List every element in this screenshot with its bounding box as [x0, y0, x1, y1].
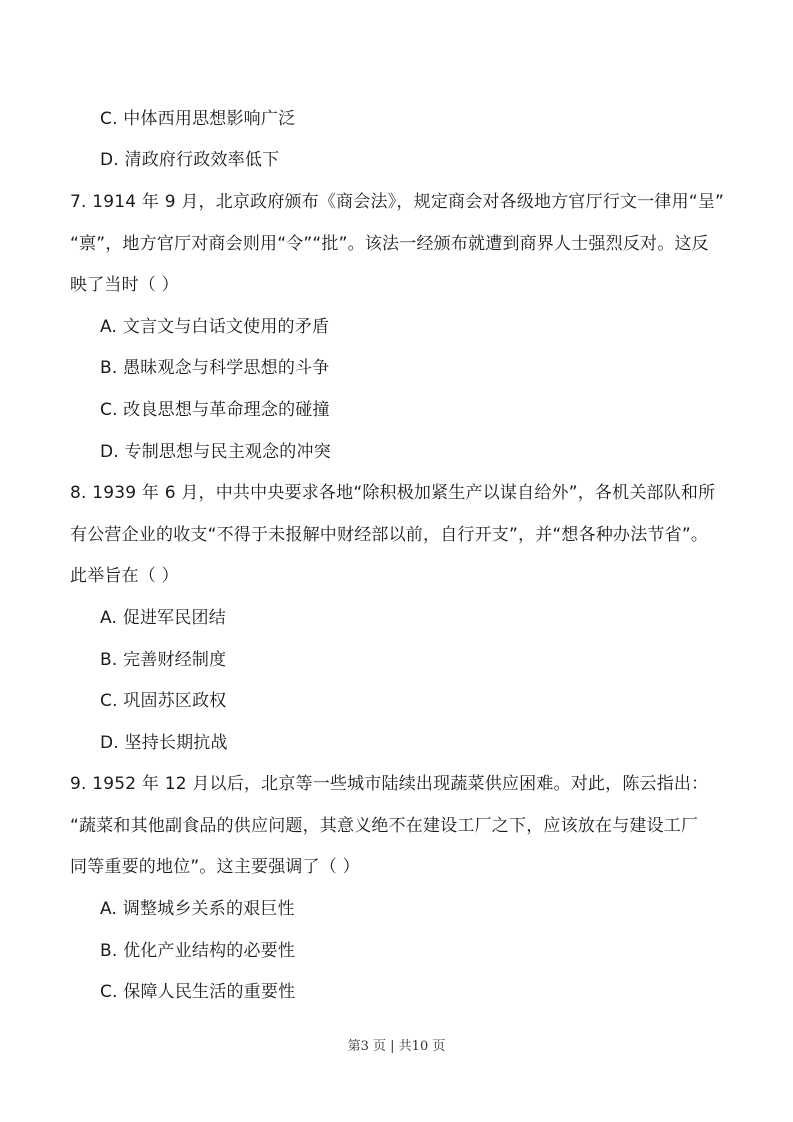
- q7-stem-line-3: 映了当时（ ）: [70, 275, 179, 295]
- q8-option-c: C. 巩固苏区政权: [100, 691, 227, 711]
- q8-option-b: B. 完善财经制度: [100, 650, 227, 670]
- q9-stem-line-1: 9. 1952 年 12 月以后，北京等一些城市陆续出现蔬菜供应困难。对此，陈云指出：: [70, 774, 709, 794]
- q8-stem-line-2: 有公营企业的收支“不得于未报解中财经部以前，自行开支”，并“想各种办法节省”。: [70, 525, 709, 545]
- q7-option-d: D. 专制思想与民主观念的冲突: [100, 442, 331, 462]
- q7-option-c: C. 改良思想与革命理念的碰撞: [100, 400, 330, 420]
- q9-stem-line-2: “蔬菜和其他副食品的供应问题，其意义绝不在建设工厂之下，应该放在与建设工厂: [70, 816, 699, 836]
- q8-stem-line-1: 8. 1939 年 6 月，中共中央要求各地“除积极加紧生产以谋自给外”，各机关部队和所: [70, 483, 716, 503]
- q8-option-a: A. 促进军民团结: [100, 608, 226, 628]
- q8-option-d: D. 坚持长期抗战: [100, 733, 228, 753]
- q7-option-b: B. 愚昧观念与科学思想的斗争: [100, 358, 330, 378]
- q7-stem-line-2: “禀”，地方官厅对商会则用“令”“批”。该法一经颁布就遭到商界人士强烈反对。这反: [70, 234, 709, 254]
- q9-option-c: C. 保障人民生活的重要性: [100, 982, 296, 1002]
- q8-stem-line-3: 此举旨在（ ）: [70, 566, 179, 586]
- page-number-footer: 第3 页 | 共10 页: [347, 1039, 446, 1054]
- q6-option-d: D. 清政府行政效率低下: [100, 150, 280, 170]
- q9-option-b: B. 优化产业结构的必要性: [100, 941, 296, 961]
- q9-stem-line-3: 同等重要的地位”。这主要强调了（ ）: [70, 857, 360, 877]
- q7-option-a: A. 文言文与白话文使用的矛盾: [100, 317, 330, 337]
- q9-option-a: A. 调整城乡关系的艰巨性: [100, 899, 295, 919]
- q6-option-c: C. 中体西用思想影响广泛: [100, 109, 296, 129]
- q7-stem-line-1: 7. 1914 年 9 月，北京政府颁布《商会法》，规定商会对各级地方官厅行文一律用“呈”: [70, 192, 725, 212]
